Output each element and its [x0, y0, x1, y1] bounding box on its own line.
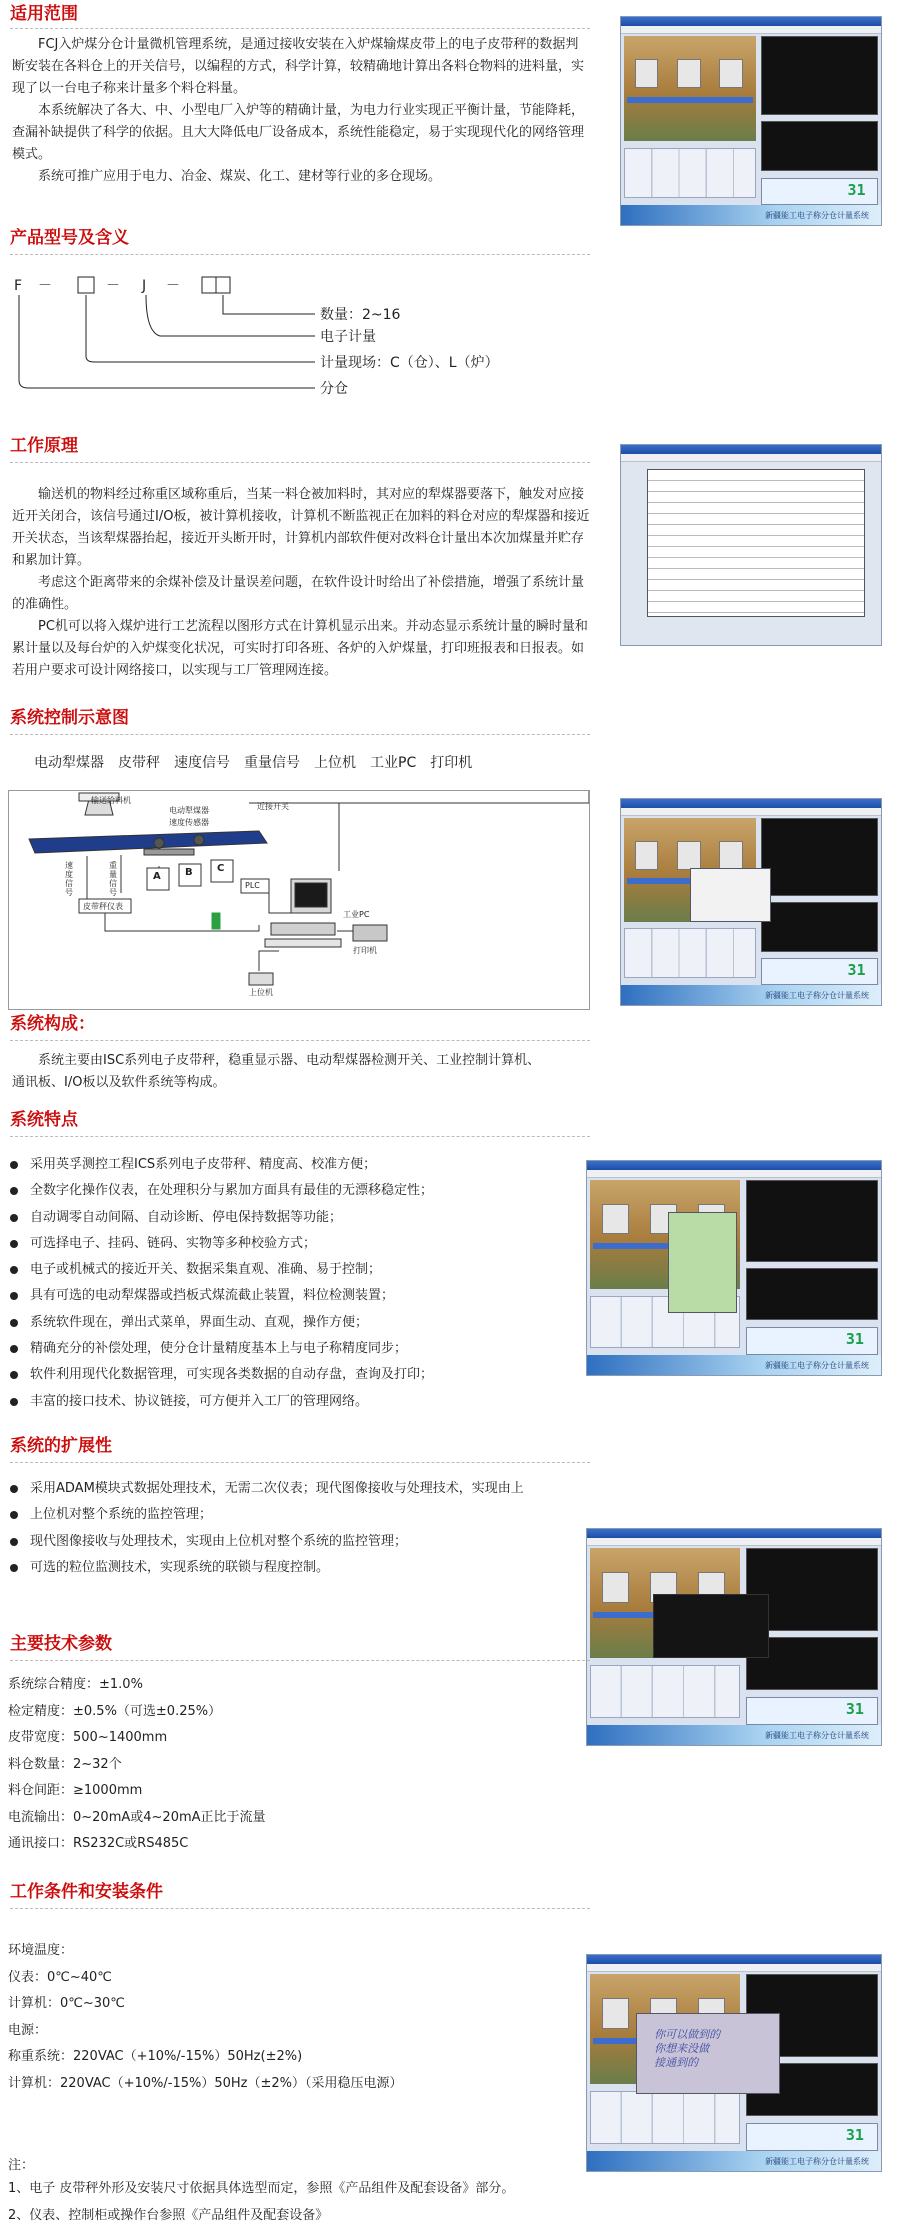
screenshot-main — [590, 1548, 878, 1725]
section-title-principle: 工作原理 — [10, 436, 78, 456]
dialog-text: 你可以做到的 你想来没做 接通到的 — [654, 2028, 721, 2070]
divider — [10, 1660, 590, 1661]
window-titlebar — [587, 1955, 881, 1964]
footer-text: 新疆能工电子称分仓计量系统 — [765, 211, 869, 220]
keyboard — [265, 939, 341, 947]
leader-line — [19, 295, 315, 388]
diagram-label: 上位机 — [249, 988, 273, 997]
roller — [194, 835, 204, 845]
expansion-item: 可选的粒位监测技术，实现系统的联锁与程度控制。 — [8, 1555, 524, 1581]
condition-list — [8, 1938, 403, 2097]
model-box — [216, 277, 230, 293]
readout-panel — [746, 1327, 878, 1355]
screenshot-footer — [587, 2151, 881, 2171]
menu-bar — [621, 26, 881, 34]
screenshot-main — [624, 36, 878, 205]
software-screenshot — [620, 798, 882, 1006]
process-view — [624, 36, 756, 141]
screenshot-footer — [587, 1355, 881, 1375]
signal-line — [269, 891, 291, 913]
model-dash: － — [106, 278, 120, 294]
condition-item: 仪表：0℃~40℃ — [8, 1969, 112, 1985]
menu-bar — [621, 454, 881, 462]
note-item: 2、仪表、控制柜或操作台参照《产品组件及配套设备》 — [8, 2207, 329, 2223]
section-title-scope: 适用范围 — [10, 4, 78, 24]
model-box — [202, 277, 216, 293]
feature-item: 全数字化操作仪表，在处理积分与累加方面具有最佳的无漂移稳定性； — [8, 1178, 433, 1204]
scope-paragraph: 本系统解决了各大、中、小型电厂入炉等的精确计量，为电力行业实现正平衡计量，节能降耗，查漏补缺提供了科学的依据。且大大降低电厂设备成本，系统性能稳定，易于实现现代化的网络管理模式。 — [12, 103, 585, 162]
screenshot-footer — [621, 985, 881, 1005]
expansion-list — [8, 1476, 524, 1581]
signal-line — [259, 951, 279, 971]
scope-paragraph: FCJ入炉煤分仓计量微机管理系统，是通过接收安装在入炉煤输煤皮带上的电子皮带秤的数据判断安装在各料仓上的开关信号，以编程的方式，科学计算，较精确地计算出各料仓物料的进料量，实现了以一台电子称来计量多个料仓料量。 — [12, 37, 585, 96]
diagram-label: 重量信号 — [109, 861, 117, 897]
expansion-item: 采用ADAM模块式数据处理技术，无需二次仪表；现代图像接收与处理技术，实现由上 — [8, 1476, 524, 1502]
report-screenshot — [620, 444, 882, 646]
menu-bar — [587, 1538, 881, 1546]
diagram-label: 速度传感器 — [169, 818, 209, 827]
divider — [10, 28, 590, 29]
feature-item: 可选择电子、挂码、链码、实物等多种校验方式； — [8, 1231, 433, 1257]
report-table — [647, 469, 865, 617]
expansion-item: 现代图像接收与处理技术，实现由上位机对整个系统的监控管理； — [8, 1529, 524, 1555]
spec-list — [8, 1672, 266, 1858]
spec-item: 通讯接口：RS232C或RS485C — [8, 1836, 189, 1851]
monitor-screen — [295, 883, 327, 907]
bin-graphic — [635, 59, 659, 88]
spec-item: 电流输出：0~20mA或4~20mA正比于流量 — [8, 1809, 266, 1825]
feature-item: 系统软件现在，弹出式菜单，界面生动、直观，操作方便； — [8, 1310, 433, 1336]
signal-line — [105, 913, 259, 931]
bin-graphic — [602, 1998, 629, 2029]
footer-text: 新疆能工电子称分仓计量系统 — [765, 1361, 869, 1370]
model-dash: － — [38, 278, 52, 294]
section-title-control: 系统控制示意图 — [10, 708, 129, 728]
spec-item: 料仓数量：2~32个 — [8, 1756, 122, 1772]
readout-value: 31 — [847, 180, 866, 199]
model-code-diagram — [10, 272, 570, 410]
principle-paragraph: 考虑这个距离带来的余煤补偿及计量误差问题，在软件设计时给出了补偿措施，增强了系统计量的准确性。 — [12, 575, 585, 612]
diagram-label: 电动犁煤器 — [169, 806, 209, 815]
popup-dialog — [690, 868, 771, 921]
feature-list — [8, 1152, 433, 1415]
bin-label: A — [153, 871, 161, 882]
screenshot-main — [590, 1180, 878, 1355]
leader-line — [146, 295, 315, 336]
button-panel — [590, 2091, 740, 2144]
diagram-label: 速度信号 — [65, 861, 73, 897]
bin-graphic — [677, 841, 701, 870]
window-titlebar — [621, 799, 881, 808]
leader-line — [86, 295, 315, 362]
chart-panel — [761, 818, 878, 896]
screenshot-footer — [621, 205, 881, 225]
divider — [10, 1136, 590, 1137]
printer-graphic — [353, 925, 387, 941]
divider — [10, 1040, 590, 1041]
readout-value: 31 — [845, 1699, 864, 1718]
feature-item: 精确充分的补偿处理，使分仓计量精度基本上与电子称精度同步； — [8, 1336, 433, 1362]
model-dash: － — [166, 278, 180, 294]
principle-paragraph: 输送机的物料经过称重区域称重后，当某一料仓被加料时，其对应的犁煤器要落下，触发对应接近开关闭合，该信号通过I/O板，被计算机接收，计算机不断监视正在加料的料仓对应的犁煤器和接近开关状态，当该犁煤器抬起，接近开头断开时，计算机内部软件便对改料仓计量出本次加煤量并贮存和累加计算。 — [12, 487, 590, 568]
spec-item: 检定精度：±0.5%（可选±0.25%） — [8, 1703, 222, 1719]
model-label: 电子计量 — [320, 329, 376, 345]
weigh-frame — [144, 849, 194, 855]
scope-text — [12, 34, 590, 188]
diagram-label: 皮带秤仪表 — [83, 902, 123, 911]
readout-panel — [746, 2123, 878, 2151]
chart-panel — [746, 1268, 878, 1321]
notes-label: 注： — [8, 2158, 35, 2173]
scope-paragraph: 系统可推广应用于电力、冶金、煤炭、化工、建材等行业的多仓现场。 — [38, 169, 442, 184]
divider — [10, 254, 590, 255]
leader-line — [223, 295, 315, 314]
screenshot-main — [624, 818, 878, 985]
control-diagram — [8, 790, 590, 1010]
section-title-model: 产品型号及含义 — [10, 228, 129, 248]
expansion-item: 上位机对整个系统的监控管理； — [8, 1502, 524, 1528]
software-screenshot — [586, 1160, 882, 1376]
belt-graphic — [627, 97, 754, 103]
principle-paragraph: PC机可以将入煤炉进行工艺流程以图形方式在计算机显示出来。并动态显示系统计量的瞬时量和累计量以及每台炉的入炉煤变化状况，可实时打印各班、各炉的入炉煤量，打印班报表和日报表。如若用户要求可设计网络接口，以实现与工厂管理网连接。 — [12, 619, 588, 678]
spec-item: 料仓间距：≥1000mm — [8, 1783, 143, 1798]
diagram-label: 近接开关 — [257, 802, 289, 811]
readout-panel — [746, 1697, 878, 1725]
principle-text — [12, 484, 590, 682]
button-panel — [624, 148, 756, 199]
section-title-conditions: 工作条件和安装条件 — [10, 1882, 163, 1902]
bin-graphic — [635, 841, 659, 870]
chart-panel — [746, 1180, 878, 1262]
diagram-label: 工业PC — [343, 910, 370, 919]
section-title-features: 系统特点 — [10, 1110, 78, 1130]
bin-label: C — [217, 863, 225, 874]
software-screenshot — [586, 1528, 882, 1746]
bin-graphic — [602, 1572, 629, 1603]
section-title-composition: 系统构成： — [10, 1014, 95, 1034]
feature-item: 具有可选的电动犁煤器或挡板式煤流截止装置，料位检测装置； — [8, 1283, 433, 1309]
window-titlebar — [621, 17, 881, 26]
condition-item: 环境温度： — [8, 1943, 74, 1958]
condition-item: 计算机：220VAC（+10%/-15%）50Hz（±2%）（采用稳压电源） — [8, 2075, 403, 2091]
readout-value: 31 — [845, 1330, 864, 1349]
condition-item: 称重系统：220VAC（+10%/-15%）50Hz(±2%) — [8, 2049, 303, 2064]
window-titlebar — [587, 1161, 881, 1170]
composition-paragraph: 系统主要由ISC系列电子皮带秤，稳重显示器、电动犁煤器检测开关、工业控制计算机、通讯板、I/O板以及软件系统等构成。 — [12, 1053, 541, 1090]
footer-text: 新疆能工电子称分仓计量系统 — [765, 1731, 869, 1740]
bin-label: B — [185, 867, 193, 878]
condition-item: 计算机：0℃~30℃ — [8, 1996, 125, 2011]
note-item: 1、电子 皮带秤外形及安装尺寸依据具体选型而定，参照《产品组件及配套设备》部分。 — [8, 2181, 515, 2196]
spec-item: 皮带宽度：500~1400mm — [8, 1730, 168, 1745]
diagram-label: PLC — [245, 881, 260, 890]
footer-text: 新疆能工电子称分仓计量系统 — [765, 2157, 869, 2166]
signal-line — [339, 791, 589, 803]
readout-panel — [761, 178, 878, 205]
io-board — [212, 913, 220, 929]
model-box — [78, 277, 94, 293]
menu-bar — [587, 1170, 881, 1178]
model-letter-f: F — [14, 278, 23, 294]
window-titlebar — [587, 1529, 881, 1538]
button-panel — [590, 1665, 740, 1718]
diagram-label: 打印机 — [353, 946, 377, 955]
screenshot-main — [590, 1974, 878, 2151]
divider — [10, 1462, 590, 1463]
readout-value: 31 — [847, 961, 866, 980]
condition-item: 电源： — [8, 2022, 48, 2038]
bin-graphic — [719, 841, 743, 870]
footer-text: 新疆能工电子称分仓计量系统 — [765, 991, 869, 1000]
chart-panel — [761, 121, 878, 172]
composition-text — [12, 1050, 542, 1094]
spec-item: 系统综合精度：±1.0% — [8, 1677, 143, 1692]
button-panel — [624, 928, 756, 978]
divider — [10, 462, 590, 463]
chart-panel — [761, 36, 878, 115]
feature-item: 自动调零自动间隔、自动诊断、停电保持数据等功能； — [8, 1205, 433, 1231]
popup-dialog — [668, 1212, 737, 1314]
host-pc — [249, 973, 273, 985]
divider — [10, 734, 590, 735]
readout-value: 31 — [845, 2125, 864, 2144]
menu-bar — [621, 808, 881, 816]
model-label: 分仓 — [320, 381, 348, 397]
model-label: 计量现场：C（仓）、L（炉） — [320, 355, 499, 371]
popup-dialog — [636, 2013, 780, 2094]
roller — [154, 838, 164, 848]
bin-graphic — [602, 1204, 629, 1234]
chart-panel — [761, 902, 878, 952]
feature-item: 丰富的接口技术、协议链接，可方便并入工厂的管理网络。 — [8, 1389, 433, 1415]
popup-dialog — [653, 1594, 768, 1658]
window-titlebar — [621, 445, 881, 454]
feature-item: 电子或机械式的接近开关、数据采集直观、准确、易于控制； — [8, 1257, 433, 1283]
pc-case — [271, 923, 335, 935]
model-label: 数量：2~16 — [320, 307, 401, 323]
software-screenshot — [620, 16, 882, 226]
screenshot-footer — [587, 1725, 881, 1745]
divider — [10, 1908, 590, 1909]
bin-graphic — [677, 59, 701, 88]
menu-bar — [587, 1964, 881, 1972]
readout-panel — [761, 958, 878, 985]
model-letter-j: J — [142, 278, 147, 294]
control-diagram-svg — [9, 791, 589, 1009]
diagram-label: 输送给料机 — [91, 796, 131, 805]
software-screenshot — [586, 1954, 882, 2172]
bin-graphic — [719, 59, 743, 88]
notes-list — [8, 2176, 514, 2229]
section-title-specs: 主要技术参数 — [10, 1634, 112, 1654]
section-title-expansion: 系统的扩展性 — [10, 1436, 112, 1456]
component-list: 电动犁煤器 皮带秤 速度信号 重量信号 上位机 工业PC 打印机 — [34, 755, 473, 771]
feature-item: 采用英孚测控工程ICS系列电子皮带秤、精度高、校准方便； — [8, 1152, 433, 1178]
feature-item: 软件利用现代化数据管理，可实现各类数据的自动存盘，查询及打印； — [8, 1362, 433, 1388]
